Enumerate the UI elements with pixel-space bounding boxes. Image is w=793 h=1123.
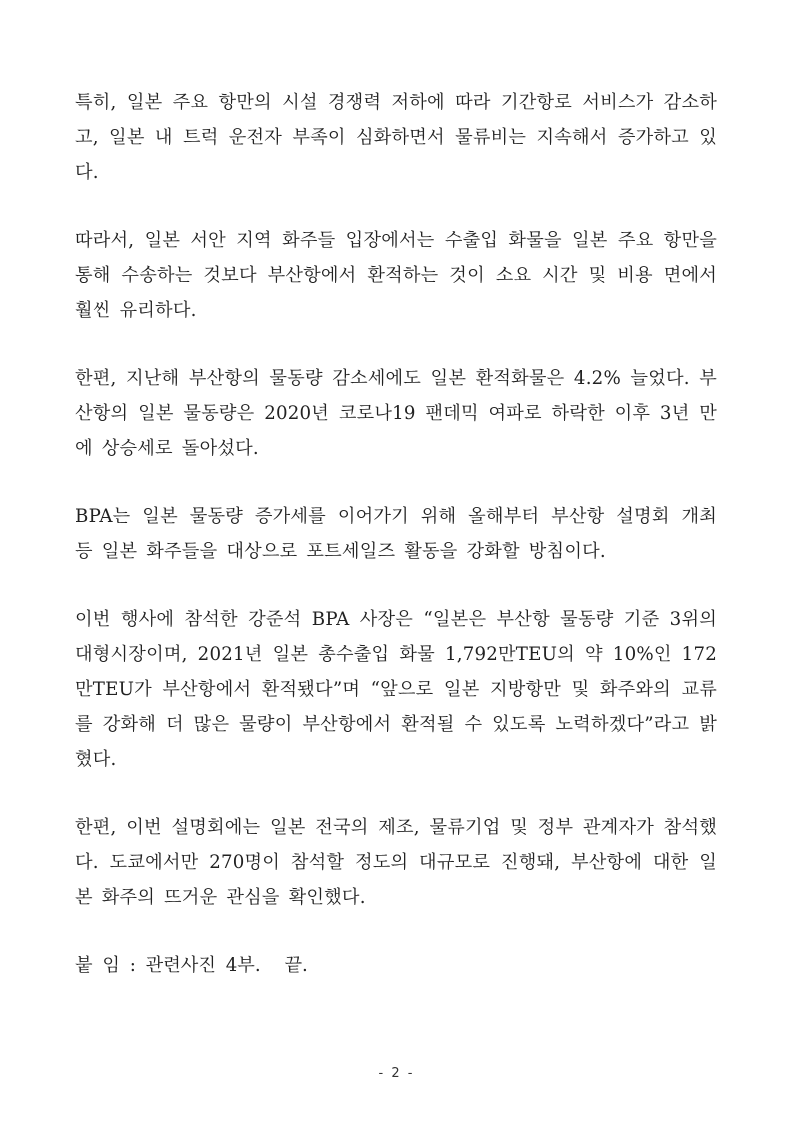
attachment-separator: : xyxy=(129,955,136,976)
attachment-content: 관련사진 4부. xyxy=(145,955,261,976)
attachment-line xyxy=(75,948,717,983)
document-body xyxy=(75,85,717,983)
page-number: - 2 - xyxy=(378,1066,415,1081)
paragraph-briefing-attendance: 한편, 이번 설명회에는 일본 전국의 제조, 물류기업 및 정부 관계자가 참석했다. 도쿄에서만 270명이 참석할 정도의 대규모로 진행돼, 부산항에 대한 일본 화주의 뜨거운 관심을 확인했다. xyxy=(75,817,717,908)
paragraph-ceo-quote: 이번 행사에 참석한 강준석 BPA 사장은 “일본은 부산항 물동량 기준 3위의 대형시장이며, 2021년 일본 총수출입 화물 1,792만TEU의 약 10%인 172만TEU가 부산항에서 환적됐다”며 “앞으로 일본 지방항만 및 화주와의 교류를 강화해 더 많은 물량이 부산항에서 환적될 수 있도록 노력하겠다”라고 밝혔다. xyxy=(75,609,717,770)
paragraph-logistics-costs: 특히, 일본 주요 항만의 시설 경쟁력 저하에 따라 기간항로 서비스가 감소하고, 일본 내 트럭 운전자 부족이 심화하면서 물류비는 지속해서 증가하고 있다. xyxy=(75,92,717,183)
attachment-label: 붙 임 xyxy=(75,955,120,976)
paragraph-transshipment-growth: 한편, 지난해 부산항의 물동량 감소세에도 일본 환적화물은 4.2% 늘었다. 부산항의 일본 물동량은 2020년 코로나19 팬데믹 여파로 하락한 이후 3년 만에 상승세로 돌아섰다. xyxy=(75,368,717,459)
paragraph-bpa-port-sales: BPA는 일본 물동량 증가세를 이어가기 위해 올해부터 부산항 설명회 개최 등 일본 화주들을 대상으로 포트세일즈 활동을 강화할 방침이다. xyxy=(75,506,717,562)
end-mark: 끝. xyxy=(284,955,308,976)
paragraph-west-coast-shippers: 따라서, 일본 서안 지역 화주들 입장에서는 수출입 화물을 일본 주요 항만을 통해 수송하는 것보다 부산항에서 환적하는 것이 소요 시간 및 비용 면에서 훨씬 유리하다. xyxy=(75,230,717,321)
